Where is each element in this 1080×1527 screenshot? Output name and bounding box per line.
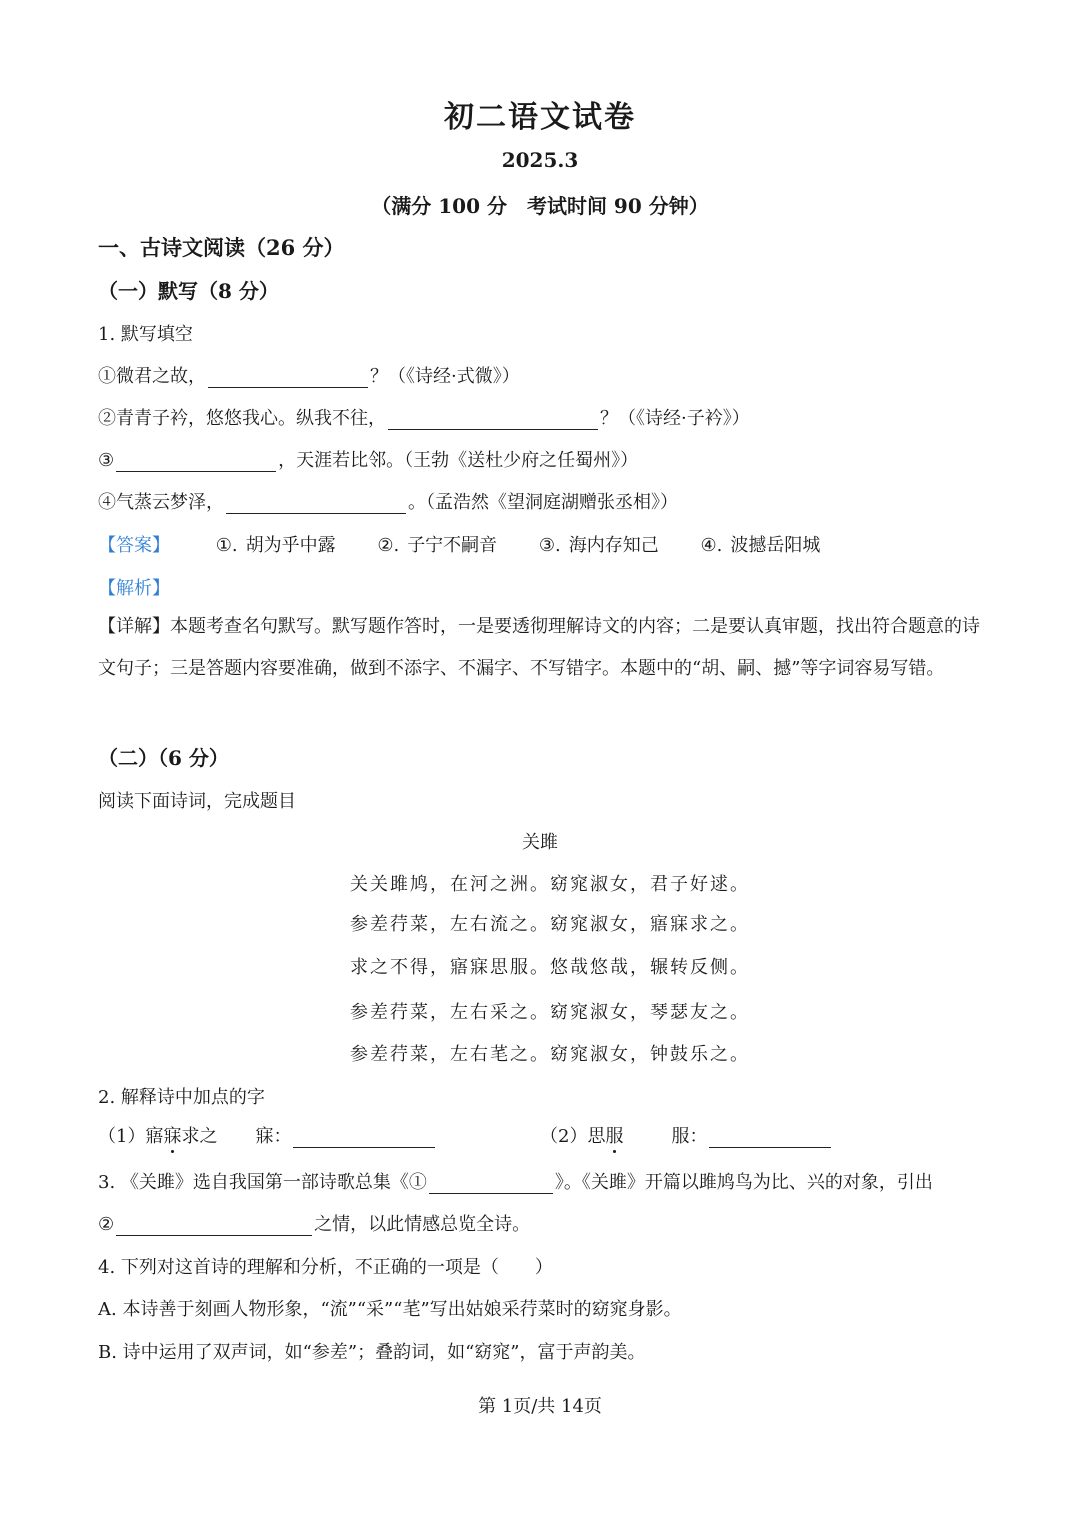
question-2-sub2: （2）思服 服： — [540, 1122, 833, 1148]
option-b: B. 诗中运用了双声词，如“参差”；叠韵词，如“窈窕”，富于声韵美。 — [98, 1342, 646, 1363]
question-3: 3. 《关雎》选自我国第一部诗歌总集《① 》。《关雎》开篇以雎鸠鸟为比、兴的对象，引出 — [98, 1172, 933, 1193]
poem-line: 参差荇菜，左右采之。窈窕淑女，琴瑟友之。 — [350, 1002, 750, 1023]
part2-heading: （二）（6 分） — [98, 746, 229, 770]
question-4-label: 4. 下列对这首诗的理解和分析，不正确的一项是（ ） — [98, 1257, 553, 1278]
answer-blank[interactable] — [709, 1127, 831, 1148]
question-1-label: 1. 默写填空 — [98, 324, 193, 345]
section-heading: 一、古诗文阅读（26 分） — [98, 235, 345, 260]
answer-blank[interactable] — [388, 409, 598, 430]
page-number: 第 1页/共 14页 — [478, 1396, 602, 1417]
answer-row — [98, 531, 856, 557]
poem-line: 求之不得，寤寐思服。悠哉悠哉，辗转反侧。 — [350, 957, 750, 978]
poem-title: 关雎 — [522, 832, 558, 853]
reading-instruction: 阅读下面诗词，完成题目 — [98, 791, 296, 812]
fill-item-3: ③ ，天涯若比邻。（王勃《送杜少府之任蜀州》） — [98, 450, 639, 471]
fill-item-1: ①微君之故， ？（《诗经·式微》） — [98, 366, 520, 387]
part1-heading: （一）默写（8 分） — [98, 279, 279, 303]
question-2-label: 2. 解释诗中加点的字 — [98, 1087, 265, 1108]
answer-blank[interactable] — [429, 1173, 553, 1194]
fill-item-4: ④气蒸云梦泽， 。（孟浩然《望洞庭湖赠张丞相》） — [98, 492, 678, 513]
detail-explanation: 【详解】本题考查名句默写。默写题作答时，一是要透彻理解诗文的内容；二是要认真审题，找出符合题意的诗文句子；三是答题内容要准确，做到不添字、不漏字、不写错字。本题中的“胡、嗣、撼”等字词容易写错。 — [98, 616, 980, 679]
option-a: A. 本诗善于刻画人物形象，“流”“采”“芼”写出姑娘采荇菜时的窈窕身影。 — [98, 1299, 682, 1320]
fill-item-2: ②青青子衿，悠悠我心。纵我不往， ？（《诗经·子衿》） — [98, 408, 750, 429]
question-2-sub1: （1）寤寐求之 寐： — [98, 1122, 437, 1148]
question-3-line2: ② 之情，以此情感总览全诗。 — [98, 1214, 531, 1235]
answer-blank[interactable] — [116, 451, 276, 472]
analysis-tag: 【解析】 — [98, 578, 170, 599]
answer-tag: 【答案】 — [98, 535, 170, 556]
answer-item: ③. 海内存知己 — [538, 535, 659, 556]
poem-line: 参差荇菜，左右芼之。窈窕淑女，钟鼓乐之。 — [350, 1044, 750, 1065]
exam-date: 2025.3 — [501, 148, 579, 172]
answer-blank[interactable] — [226, 493, 406, 514]
answer-blank[interactable] — [116, 1215, 312, 1236]
exam-info: （满分 100 分 考试时间 90 分钟） — [371, 194, 709, 218]
poem-line: 参差荇菜，左右流之。窈窕淑女，寤寐求之。 — [350, 914, 750, 935]
answer-item: ②. 子宁不嗣音 — [377, 535, 498, 556]
answer-blank[interactable] — [208, 367, 368, 388]
answer-blank[interactable] — [293, 1127, 435, 1148]
dotted-char: 寐 — [163, 1126, 182, 1147]
dotted-char: 服 — [605, 1126, 624, 1147]
page-title: 初二语文试卷 — [444, 100, 636, 135]
answer-item: ④. 波撼岳阳城 — [700, 535, 821, 556]
poem-line: 关关雎鸠，在河之洲。窈窕淑女，君子好逑。 — [350, 874, 750, 895]
answer-item: ①. 胡为乎中露 — [215, 535, 336, 556]
